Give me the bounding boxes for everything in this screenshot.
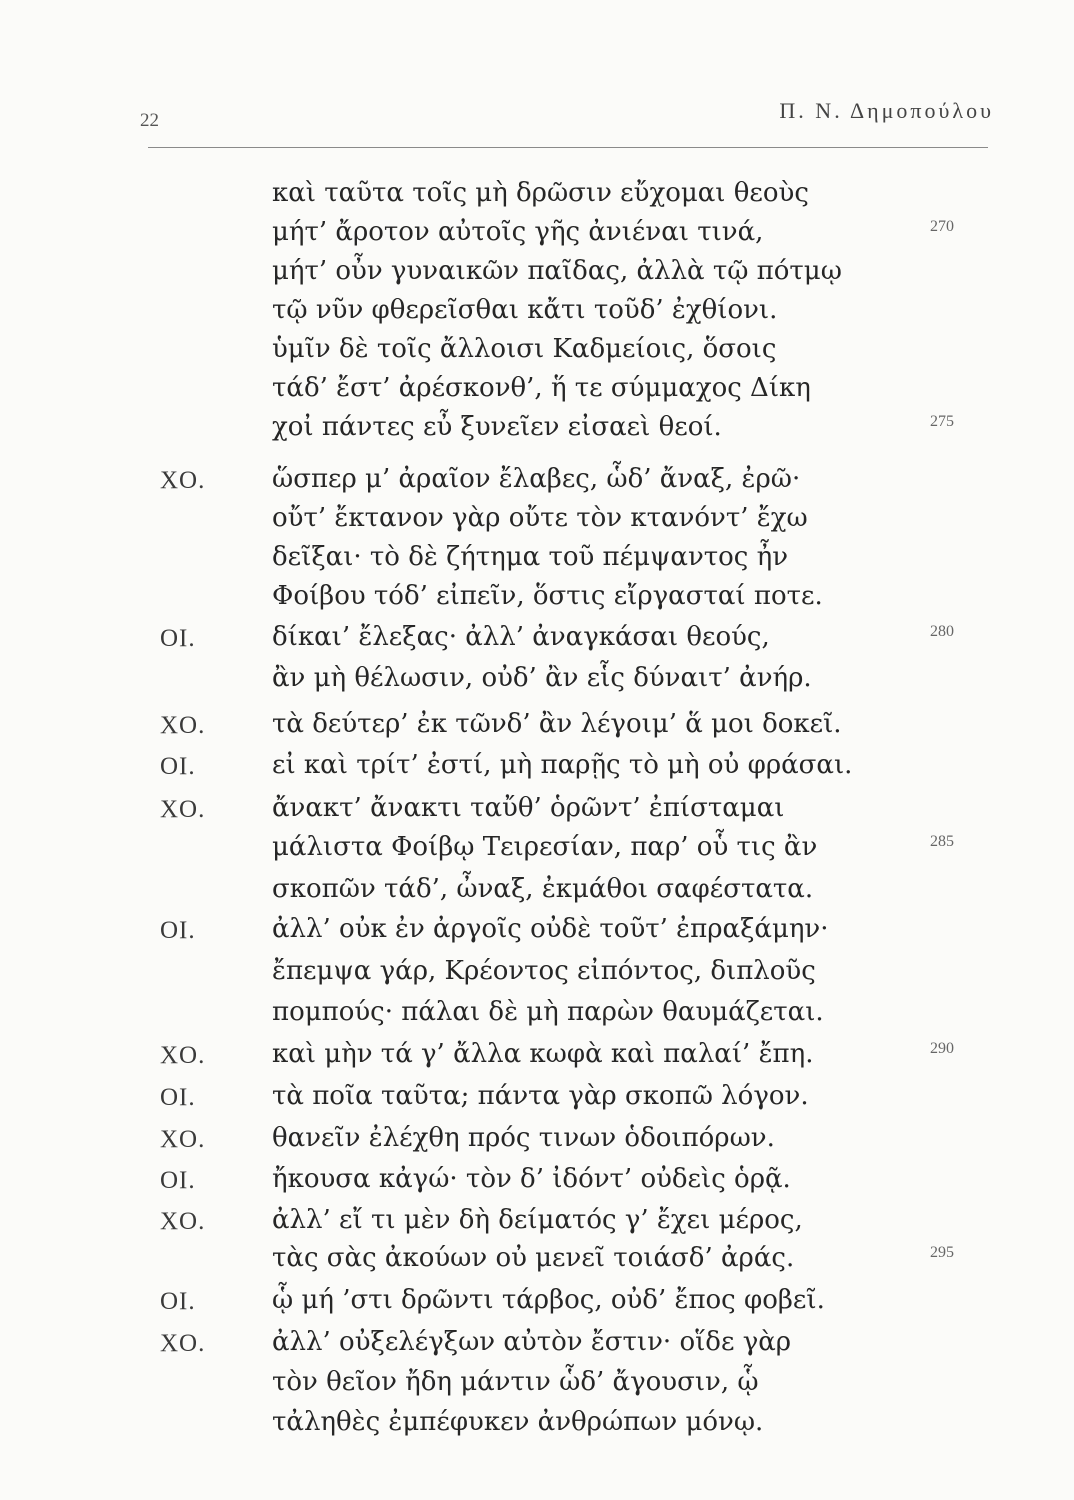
verse-text: καὶ μὴν τά γ’ ἄλλα κωφὰ καὶ παλαί’ ἔπη.: [272, 1039, 814, 1069]
speaker-label: ΧΟ.: [160, 1330, 206, 1357]
verse-line: [0, 539, 1074, 579]
verse-text: χοἰ πάντες εὖ ξυνεῖεν εἰσαεὶ θεοί.: [272, 412, 722, 442]
verse-text: τὸν θεῖον ἤδη μάντιν ὧδ’ ἄγουσιν, ᾧ: [272, 1367, 759, 1397]
verse-line: [0, 871, 1074, 911]
speaker-label: ΧΟ.: [160, 467, 206, 494]
verse-line: [0, 1404, 1074, 1444]
line-number: 295: [930, 1244, 954, 1261]
verse-line: [0, 1036, 1074, 1076]
page-header: [0, 0, 1074, 160]
line-number: 275: [930, 413, 954, 430]
verse-line: [0, 1120, 1074, 1160]
verse-line: [0, 660, 1074, 700]
verse-text: ἀλλ’ οὐκ ἐν ἀργοῖς οὐδὲ τοῦτ’ ἐπραξάμην·: [272, 914, 829, 944]
line-number: 285: [930, 833, 954, 850]
running-head: Π. Ν. Δημοπούλου: [779, 98, 994, 123]
verse-text: Φοίβου τόδ’ εἰπεῖν, ὅστις εἴργασταί ποτε.: [272, 581, 823, 611]
speaker-label: ΟΙ.: [160, 1167, 196, 1194]
verse-text: τἀληθὲς ἐμπέφυκεν ἀνθρώπων μόνῳ.: [272, 1407, 764, 1437]
header-rule: [148, 147, 988, 148]
speaker-label: ΧΟ.: [160, 1208, 206, 1235]
verse-line: [0, 619, 1074, 659]
verse-line: [0, 829, 1074, 869]
verse-line: [0, 1324, 1074, 1364]
verse-text: ἂν μὴ θέλωσιν, οὐδ’ ἂν εἷς δύναιτ’ ἀνήρ.: [272, 663, 812, 693]
speaker-label: ΟΙ.: [160, 917, 196, 944]
verse-line: [0, 578, 1074, 618]
verse-line: [0, 706, 1074, 746]
speaker-label: ΟΙ.: [160, 1288, 196, 1315]
verse-text: ἤκουσα κἀγώ· τὸν δ’ ἰδόντ’ οὐδεὶς ὁρᾷ.: [272, 1164, 791, 1194]
verse-line: [0, 790, 1074, 830]
verse-line: [0, 370, 1074, 410]
verse-line: [0, 911, 1074, 951]
verse-text: τῷ νῦν φθερεῖσθαι κἄτι τοῦδ’ ἐχθίονι.: [272, 295, 778, 325]
verse-line: [0, 292, 1074, 332]
verse-line: [0, 1161, 1074, 1201]
verse-line: [0, 214, 1074, 254]
verse-text: μήτ’ οὖν γυναικῶν παῖδας, ἀλλὰ τῷ πότμῳ: [272, 256, 842, 286]
speaker-label: ΧΟ.: [160, 796, 206, 823]
page-number: 22: [140, 110, 159, 131]
verse-text: μήτ’ ἄροτον αὐτοῖς γῆς ἀνιέναι τινά,: [272, 217, 764, 247]
verse-line: [0, 500, 1074, 540]
verse-line: [0, 331, 1074, 371]
verse-text: ὑμῖν δὲ τοῖς ἄλλοισι Καδμείοις, ὅσοις: [272, 334, 777, 364]
verse-text: ἄνακτ’ ἄνακτι ταὔθ’ ὁρῶντ’ ἐπίσταμαι: [272, 793, 785, 823]
verse-text: τὰ ποῖα ταῦτα; πάντα γὰρ σκοπῶ λόγον.: [272, 1081, 809, 1111]
speaker-label: ΟΙ.: [160, 1084, 196, 1111]
line-number: 280: [930, 623, 954, 640]
verse-text: μάλιστα Φοίβῳ Τειρεσίαν, παρ’ οὗ τις ἂν: [272, 832, 818, 862]
verse-text: τὰ δεύτερ’ ἐκ τῶνδ’ ἂν λέγοιμ’ ἅ μοι δοκεῖ.: [272, 709, 842, 739]
verse-line: [0, 994, 1074, 1034]
verse-text: σκοπῶν τάδ’, ὦναξ, ἐκμάθοι σαφέστατα.: [272, 874, 814, 904]
verse-text: δίκαι’ ἔλεξας· ἀλλ’ ἀναγκάσαι θεούς,: [272, 622, 770, 652]
verse-text: εἰ καὶ τρίτ’ ἐστί, μὴ παρῇς τὸ μὴ οὐ φράσαι.: [272, 750, 853, 780]
verse-text: θανεῖν ἐλέχθη πρός τινων ὁδοιπόρων.: [272, 1123, 775, 1153]
verse-text: ὥσπερ μ’ ἀραῖον ἔλαβες, ὧδ’ ἄναξ, ἐρῶ·: [272, 464, 801, 494]
verse-line: [0, 1364, 1074, 1404]
verse-line: [0, 1282, 1074, 1322]
speaker-label: ΧΟ.: [160, 1042, 206, 1069]
verse-line: [0, 1202, 1074, 1242]
verse-line: [0, 1078, 1074, 1118]
verse-line: [0, 461, 1074, 501]
verse-text: οὔτ’ ἔκτανον γὰρ οὔτε τὸν κτανόντ’ ἔχω: [272, 503, 808, 533]
verse-text: ἀλλ’ οὐξελέγξων αὐτὸν ἔστιν· οἵδε γὰρ: [272, 1327, 792, 1357]
speaker-label: ΧΟ.: [160, 712, 206, 739]
line-number: 290: [930, 1040, 954, 1057]
verse-text: ἀλλ’ εἴ τι μὲν δὴ δείματός γ’ ἔχει μέρος,: [272, 1205, 803, 1235]
verse-text: τάδ’ ἔστ’ ἀρέσκονθ’, ἥ τε σύμμαχος Δίκη: [272, 373, 811, 403]
verse-text: ᾧ μή ’στι δρῶντι τάρβος, οὐδ’ ἔπος φοβεῖ.: [272, 1285, 825, 1315]
verse-text: καὶ ταῦτα τοῖς μὴ δρῶσιν εὔχομαι θεοὺς: [272, 178, 809, 208]
verse-line: [0, 175, 1074, 215]
verse-text: ἔπεμψα γάρ, Κρέοντος εἰπόντος, διπλοῦς: [272, 956, 816, 986]
verse-text: πομπούς· πάλαι δὲ μὴ παρὼν θαυμάζεται.: [272, 997, 824, 1027]
speaker-label: ΟΙ.: [160, 753, 196, 780]
verse-line: [0, 409, 1074, 449]
verse-text: δεῖξαι· τὸ δὲ ζήτημα τοῦ πέμψαντος ἦν: [272, 542, 789, 572]
speaker-label: ΟΙ.: [160, 625, 196, 652]
verse-line: [0, 253, 1074, 293]
line-number: 270: [930, 218, 954, 235]
verse-line: [0, 1240, 1074, 1280]
verse-line: [0, 953, 1074, 993]
verse-line: [0, 747, 1074, 787]
verse-text: τὰς σὰς ἀκούων οὐ μενεῖ τοιάσδ’ ἀράς.: [272, 1243, 795, 1273]
speaker-label: ΧΟ.: [160, 1126, 206, 1153]
